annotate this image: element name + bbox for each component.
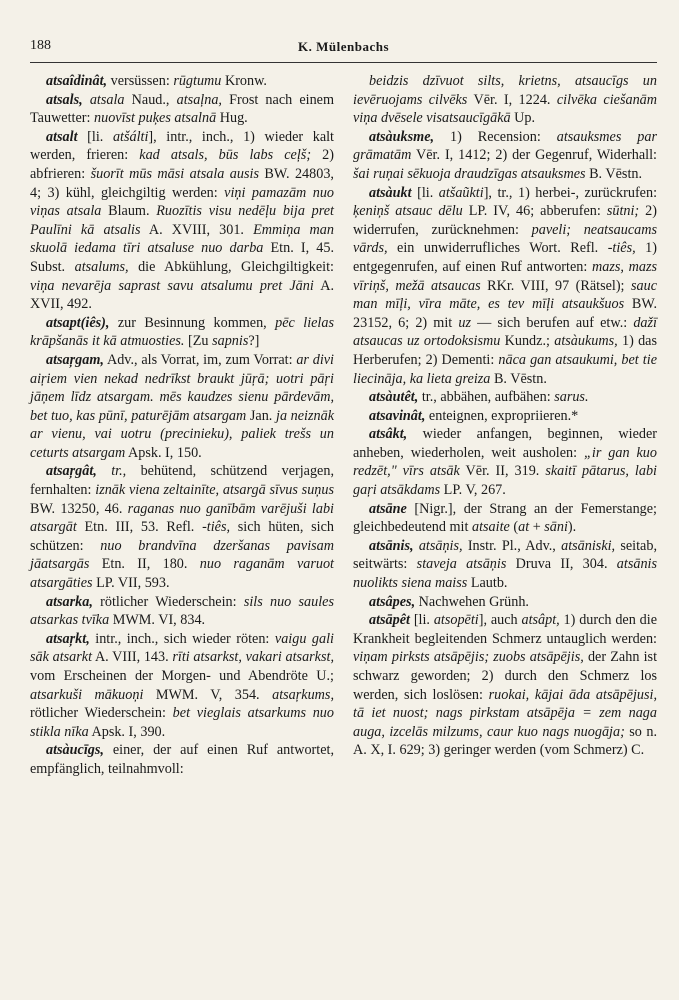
italic-text: atsaļna,	[176, 91, 222, 108]
italic-text: sāni	[544, 519, 568, 536]
entry-text: Vēr. I, 1224.	[467, 91, 557, 108]
dictionary-entry	[353, 500, 657, 537]
entry-headword: atsàucīgs,	[46, 742, 104, 759]
italic-text: uz	[458, 314, 471, 331]
italic-text: ķeniņš atsauc dēlu	[353, 203, 463, 220]
italic-text: dažī atsaucas uz ortodoksismu	[353, 314, 657, 350]
italic-text: šuorīt mūs māsi atsala ausis	[90, 165, 259, 182]
italic-text: -tiês,	[607, 240, 636, 257]
entry-headword: atsâkt,	[369, 426, 408, 443]
left-column	[30, 72, 334, 779]
entry-text: Up.	[510, 110, 536, 127]
italic-text: šai ruņai sēkuoja draudzīgas atsauksmes	[353, 165, 586, 182]
italic-text: „ir gan kuo redzēt," vīrs atsāk	[353, 444, 657, 480]
italic-text: ja neiznāk ar vienu, vai uotru (precinieku), paliek trešs un ceturts atsargam	[30, 407, 335, 461]
entry-headword: atsaŗgam,	[46, 351, 104, 368]
running-head: K. Mülenbachs	[297, 39, 389, 54]
entry-text: 1) entgegenrufen, auf einen Ruf antworten:	[353, 240, 657, 275]
dictionary-entry	[30, 741, 334, 778]
entry-text: Kronw.	[221, 73, 267, 89]
entry-text: versüssen:	[107, 73, 174, 89]
italic-text: atsala	[82, 91, 125, 108]
entry-text: 1) durch den die Krankheit begleitenden Schmerz untauglich werden:	[353, 612, 657, 647]
italic-text: viņam pirksts atsāpējis; zuobs atsāpējis,	[353, 649, 584, 666]
entry-text: Lautb.	[467, 575, 508, 592]
entry-text: [Nigr.], der Strang an der Femerstange; gleichbedeutend mit	[353, 500, 657, 536]
entry-headword: atsaŗgât,	[46, 463, 97, 480]
dictionary-entry	[30, 630, 334, 742]
italic-text: sarus.	[554, 389, 589, 406]
entry-headword: atsāne	[369, 500, 407, 517]
dictionary-entry	[353, 388, 657, 407]
dictionary-entry	[30, 593, 334, 630]
entry-text: RKr. VIII, 97 (Rätsel);	[480, 277, 631, 294]
entry-text: ).	[567, 519, 577, 536]
italic-text: cilvēka ciešanām viņa dvēsele visatsaucīgākā	[353, 91, 657, 127]
entry-headword: atsalt	[46, 128, 78, 145]
italic-text: beidzis dzīvuot silts, krietns, atsaucīgs un ievēruojams cilvēks	[353, 73, 657, 108]
entry-text: intr., inch., sich wieder röten:	[89, 630, 275, 647]
italic-text: raganas nuo ganībām varējuši labi atsargāt	[30, 500, 334, 536]
italic-text: atsalums,	[74, 258, 129, 275]
italic-text: atsâpt,	[521, 612, 560, 629]
entry-text: Instr. Pl., Adv.,	[462, 537, 562, 554]
italic-text: atsāņis,	[413, 537, 463, 554]
entry-text: A. VIII, 143.	[92, 649, 173, 666]
entry-text: Kundz.;	[500, 333, 555, 350]
dictionary-entry	[353, 72, 657, 128]
entry-text: Naud.,	[124, 91, 177, 108]
entry-headword: atsàuksme,	[369, 128, 435, 145]
italic-text: vaigu gali sāk atsarkt	[30, 630, 334, 666]
italic-text: atsaite	[471, 519, 510, 536]
italic-text: sils nuo saules atsarkas tvīka	[30, 593, 334, 629]
entry-text: die Abkühlung, Gleichgiltigkeit:	[128, 258, 334, 275]
dictionary-entry	[30, 314, 334, 351]
entry-text: Vēr. II, 319.	[459, 463, 546, 480]
italic-text: nuovīst puķes atsalnā	[94, 110, 217, 127]
dictionary-entry	[30, 72, 334, 91]
italic-text: atsarkuši mākuoņi	[30, 686, 144, 703]
entry-headword: atsals,	[46, 91, 83, 108]
italic-text: sapnis	[212, 333, 249, 350]
entry-text: ], intr., inch., 1) wieder kalt werden, frieren:	[30, 128, 334, 164]
entry-text: LP. V, 267.	[440, 482, 506, 499]
entry-text: BW. 23152, 6; 2) mit	[353, 296, 657, 331]
page-number: 188	[30, 38, 51, 53]
entry-text: wieder anfangen, beginnen, wieder anheben, wiederholen, weit ausholen:	[353, 426, 657, 461]
entry-text: Apsk. I, 150.	[125, 444, 202, 461]
entry-text: +	[529, 519, 545, 536]
entry-text: Vēr. I, 1412; 2) der Gegenruf, Widerhall:	[411, 147, 657, 164]
entry-text: Frost nach einem Tauwetter:	[30, 91, 335, 127]
page-header	[30, 38, 657, 63]
entry-headword: atsaŗkt,	[46, 630, 90, 647]
italic-text: at	[518, 519, 530, 536]
entry-headword: atsàutêt,	[369, 389, 419, 406]
dictionary-entry	[353, 425, 657, 499]
italic-text: nuo brandvīna dzeršanas pavisam jāatsargās	[30, 537, 335, 573]
dictionary-entry	[353, 593, 657, 612]
italic-text: rīti atsarkst, vakari atsarkst,	[172, 649, 334, 666]
italic-text: viņa nevarēja saprast savu atsalumu pret Jāni	[30, 277, 314, 294]
entry-headword: atsaîdinât,	[46, 73, 108, 89]
italic-text: mazs, mazs vīriņš, mežā atsaucas	[353, 258, 657, 294]
italic-text: atsāniski,	[561, 537, 616, 554]
entry-text: der Zahn ist schwarz geworden; 2) durch den Schmerz los werden, sich loslösen:	[353, 649, 658, 703]
entry-text: Etn. III, 53. Refl.	[76, 519, 203, 536]
entry-text: enteignen, expropriieren.*	[425, 407, 579, 424]
italic-text: bet vieglais atsarkums nuo stikla nīka	[30, 705, 334, 740]
entry-text: so n. A. X, I. 629; 3) geringer werden (vom Schmerz) C.	[353, 723, 657, 759]
entry-text: A. XVII, 492.	[30, 277, 334, 313]
entry-text: rötlicher Wiederschein:	[92, 593, 244, 610]
entry-text: Blaum.	[101, 203, 157, 220]
entry-text: einer, der auf einen Ruf antwortet, empfänglich, teilnahmvoll:	[30, 742, 334, 777]
entry-text: ?]	[248, 333, 260, 350]
italic-text: nāca gan atsaukumi, bet tie liecināja, ka lieta greiza	[353, 351, 657, 387]
entry-text: [li.	[409, 612, 434, 629]
italic-text: atsānis nuolikts siena maiss	[353, 556, 658, 592]
italic-text: -tiês,	[202, 519, 231, 536]
entry-text: tr., abbähen, aufbähen:	[418, 389, 555, 406]
entry-text: vom Erscheinen der Morgen- und Abendröte U.;	[30, 668, 334, 684]
entry-text: A. XVIII, 301.	[140, 221, 254, 238]
entry-text: Nachwehen Grünh.	[415, 593, 529, 610]
entry-text: BW. 13250, 46.	[30, 500, 128, 517]
entry-headword: atsapt(iês),	[46, 314, 110, 331]
italic-text: nuo raganām varuot atsargāties	[30, 556, 334, 592]
entry-text: LP. IV, 46; abberufen:	[462, 203, 607, 220]
entry-text: Etn. II, 180.	[89, 556, 200, 573]
entry-text: behütend, schützend verjagen, fernhalten:	[30, 463, 334, 499]
italic-text: atsaŗkums,	[272, 686, 334, 703]
italic-text: sūtni;	[606, 203, 640, 220]
entry-text: [li.	[77, 128, 113, 145]
entry-headword: atsavinât,	[369, 407, 426, 424]
italic-text: Emmiņa man skuolā iedama tīri atsaluse nuo darba	[30, 221, 334, 257]
dictionary-entry	[353, 611, 657, 760]
italic-text: iznāk viena zeltainīte, atsargā sīvus suņus	[95, 482, 334, 499]
italic-text: pēc lielas krāpšanās it kā atmuosties.	[30, 314, 334, 350]
entry-text: ], auch	[478, 612, 522, 629]
entry-text: 1) Recension:	[434, 128, 557, 145]
entry-text: B. Vēstn.	[490, 370, 547, 387]
italic-text: skaitī pātarus, labi gaŗi atsākdams	[353, 463, 657, 499]
entry-text: Druva II, 304.	[506, 556, 617, 573]
italic-text: paveli; neatsaucams vārds,	[353, 221, 657, 257]
entry-text: 2) widerrufen, zurücknehmen:	[353, 203, 657, 238]
entry-text: zur Besinnung kommen,	[109, 314, 276, 331]
entry-headword: atsāpêt	[369, 612, 410, 629]
dictionary-entry	[30, 351, 334, 463]
italic-text: atsàukums,	[554, 333, 618, 350]
entry-headword: atsàukt	[369, 184, 412, 201]
entry-text: ], tr., 1) herbei-, zurückrufen:	[483, 184, 658, 201]
entry-text: 2) abfrieren:	[30, 147, 334, 182]
italic-text: atšaũkti	[438, 184, 484, 201]
entry-text: seitab, seitwärts:	[353, 537, 657, 573]
entry-text: MWM. V, 354.	[143, 686, 273, 703]
entry-text: sich hüten, sich schützen:	[30, 519, 334, 554]
dictionary-entry	[30, 462, 334, 592]
entry-headword: atsâpes,	[369, 593, 416, 610]
entry-text: LP. VII, 593.	[92, 575, 170, 592]
entry-text: MWM. VI, 834.	[109, 612, 206, 629]
dictionary-entry	[353, 407, 657, 426]
italic-text: ruokai, kājai āda atsāpējusi, tā iet nuost; nags pirkstam atsāpēja = zem naga auga, izcelās milzums, caur kuo nags nuogāja;	[353, 686, 657, 740]
entry-text: [li.	[411, 184, 439, 201]
entry-headword: atsānis,	[369, 537, 414, 554]
italic-text: tr.,	[96, 463, 127, 480]
entry-text: 1) das Herberufen; 2) Dementi:	[353, 333, 658, 368]
italic-text: Ruozītis visu nedēļu bija pret Paulīni kā atsalis	[30, 203, 334, 238]
dictionary-entry	[353, 537, 657, 593]
entry-text: ein unwiderrufliches Wort. Refl.	[387, 240, 608, 257]
dictionary-entry	[30, 91, 334, 128]
entry-text: Hug.	[216, 110, 248, 127]
italic-text: sauc man mīļi, vīra māte, es tev mīļi atsaukšuos	[353, 277, 657, 313]
entry-text: Jan.	[246, 407, 276, 424]
dictionary-entry	[353, 128, 657, 184]
entry-text: Etn. I, 45. Subst.	[30, 240, 334, 275]
italic-text: viņi pamazām nuo viņas atsala	[30, 184, 335, 220]
entry-text: [Zu	[184, 333, 213, 350]
entry-text: BW. 24803, 4; 3) kühl, gleichgiltig werden:	[30, 165, 334, 201]
text-columns	[30, 72, 657, 779]
italic-text: kad atsals, būs labs ceļš;	[139, 147, 312, 164]
italic-text: atsopēti	[433, 612, 479, 629]
dictionary-entry	[353, 184, 657, 389]
entry-text: (	[509, 519, 519, 536]
dictionary-entry	[30, 128, 334, 314]
entry-text: B. Vēstn.	[585, 165, 643, 182]
entry-text: rötlicher Wiederschein:	[30, 705, 173, 722]
italic-text: atšálti	[112, 128, 149, 145]
entry-text: — sich berufen auf etw.:	[470, 314, 634, 331]
italic-text: atsauksmes par grāmatām	[353, 128, 657, 164]
entry-text: Apsk. I, 390.	[88, 723, 166, 740]
entry-text: Adv., als Vorrat, im, zum Vorrat:	[103, 351, 297, 368]
entry-headword: atsarka,	[46, 593, 93, 610]
italic-text: rūgtumu	[173, 73, 222, 89]
right-column	[353, 72, 657, 779]
italic-text: ar divi aiŗiem vien nekad nedrīkst braukt jūŗā; uotri pāŗi jāņem līdz atsargam. mēs kaudzes sienu pārdevām, bet tuo, kas pūnī, paturējām atsargam	[30, 351, 334, 424]
italic-text: staveja atsāņis	[416, 556, 507, 573]
